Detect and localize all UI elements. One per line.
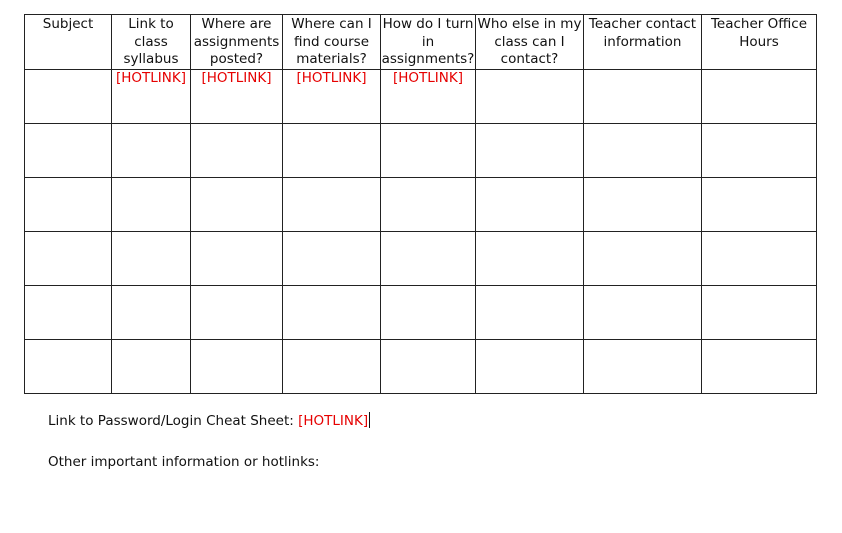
table-cell[interactable] [25, 286, 112, 340]
table-cell[interactable] [25, 178, 112, 232]
other-info-label: Other important information or hotlinks: [48, 454, 320, 470]
table-cell[interactable] [191, 232, 283, 286]
table-cell[interactable] [476, 232, 584, 286]
table-cell[interactable] [476, 178, 584, 232]
table-cell[interactable] [476, 286, 584, 340]
table-cell[interactable] [702, 124, 817, 178]
table-cell[interactable] [584, 286, 702, 340]
table-header-row [25, 15, 817, 70]
table-cell[interactable] [112, 232, 191, 286]
table-cell[interactable] [381, 178, 476, 232]
text-cursor [369, 412, 370, 428]
table-cell[interactable] [702, 286, 817, 340]
table-cell[interactable] [191, 340, 283, 394]
table-cell[interactable] [702, 70, 817, 124]
password-cheat-sheet-hotlink[interactable]: [HOTLINK] [298, 413, 369, 429]
hotlink[interactable]: [HOTLINK] [296, 70, 367, 86]
table-cell[interactable] [191, 286, 283, 340]
table-row [25, 232, 817, 286]
table-cell[interactable] [25, 232, 112, 286]
table-cell[interactable] [112, 124, 191, 178]
table-row [25, 178, 817, 232]
table-cell[interactable] [476, 340, 584, 394]
table-cell[interactable] [283, 178, 381, 232]
table-cell[interactable] [283, 232, 381, 286]
table-cell[interactable] [191, 178, 283, 232]
table-cell[interactable] [584, 232, 702, 286]
table-cell[interactable] [702, 340, 817, 394]
class-info-table [24, 14, 817, 394]
table-cell[interactable] [381, 124, 476, 178]
table-cell[interactable] [283, 340, 381, 394]
table-cell[interactable] [381, 232, 476, 286]
table-row [25, 70, 817, 124]
hotlink[interactable]: [HOTLINK] [201, 70, 272, 86]
table-cell[interactable] [584, 340, 702, 394]
table-cell[interactable] [476, 124, 584, 178]
table-row [25, 340, 817, 394]
table-cell[interactable] [283, 124, 381, 178]
table-cell[interactable] [112, 178, 191, 232]
table-row [25, 124, 817, 178]
header-subject: Subject [25, 15, 112, 70]
header-teacher-contact: Teacher contact information [584, 15, 702, 70]
table-cell[interactable] [283, 286, 381, 340]
other-info-line [48, 453, 319, 471]
table-cell[interactable] [702, 232, 817, 286]
table-cell[interactable] [584, 178, 702, 232]
table-cell[interactable] [702, 178, 817, 232]
table-cell[interactable] [25, 340, 112, 394]
table-cell[interactable] [112, 286, 191, 340]
table-row [25, 286, 817, 340]
hotlink[interactable]: [HOTLINK] [115, 70, 186, 86]
table-body [25, 70, 817, 394]
hotlink[interactable]: [HOTLINK] [392, 70, 463, 86]
table-cell[interactable] [191, 70, 283, 124]
table-cell[interactable] [283, 70, 381, 124]
header-office-hours: Teacher Office Hours [702, 15, 817, 70]
header-course-materials: Where can I find course materials? [283, 15, 381, 70]
table-cell[interactable] [381, 70, 476, 124]
header-turn-in-assignments: How do I turn in assignments? [381, 15, 476, 70]
header-assignments-posted: Where are assignments posted? [191, 15, 283, 70]
table-cell[interactable] [476, 70, 584, 124]
password-cheat-sheet-line [48, 412, 370, 430]
table-cell[interactable] [112, 70, 191, 124]
table-cell[interactable] [112, 340, 191, 394]
table-cell[interactable] [584, 124, 702, 178]
table-cell[interactable] [381, 286, 476, 340]
table-cell[interactable] [381, 340, 476, 394]
header-classmate-contacts: Who else in my class can I contact? [476, 15, 584, 70]
table-cell[interactable] [191, 124, 283, 178]
table-cell[interactable] [25, 70, 112, 124]
table-cell[interactable] [584, 70, 702, 124]
header-syllabus-link: Link to class syllabus [112, 15, 191, 70]
password-cheat-sheet-label: Link to Password/Login Cheat Sheet: [48, 413, 299, 429]
table-cell[interactable] [25, 124, 112, 178]
